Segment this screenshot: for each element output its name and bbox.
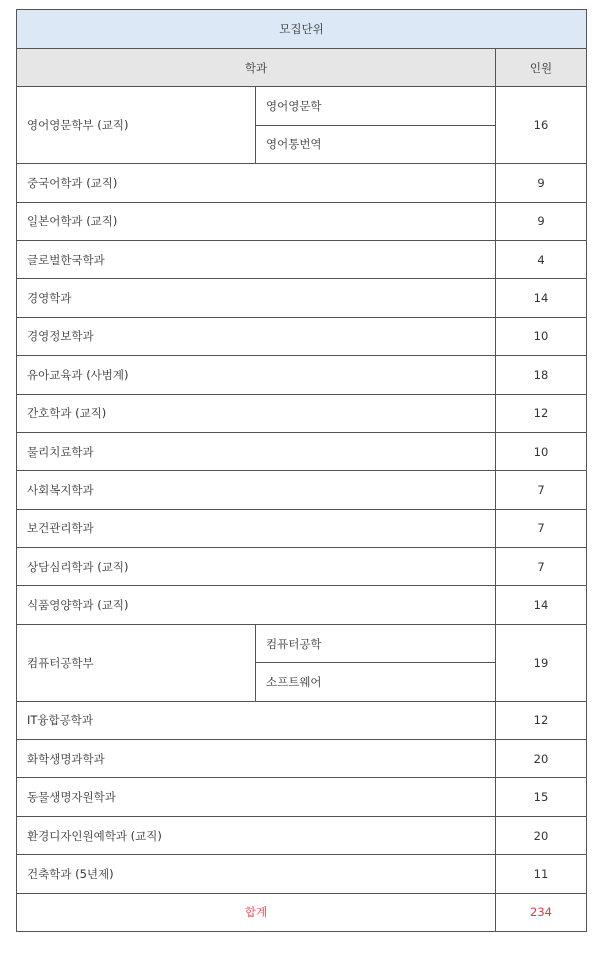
- admission-table-container: [16, 9, 587, 932]
- table-row: [17, 548, 587, 586]
- table-row: [17, 586, 587, 624]
- department-cell: 글로벌한국학과: [17, 240, 496, 278]
- sub-major-cell: 소프트웨어: [256, 663, 496, 701]
- department-cell: 영어영문학부 (교직): [17, 87, 256, 164]
- count-cell: 7: [496, 548, 587, 586]
- department-cell: 동물생명자원학과: [17, 778, 496, 816]
- department-cell: 사회복지학과: [17, 471, 496, 509]
- count-cell: 9: [496, 202, 587, 240]
- department-cell: IT융합공학과: [17, 701, 496, 739]
- table-row: [17, 816, 587, 854]
- table-body: [17, 87, 587, 932]
- department-cell: 간호학과 (교직): [17, 394, 496, 432]
- table-row: [17, 432, 587, 470]
- table-caption: 모집단위: [17, 10, 587, 49]
- count-cell: 20: [496, 816, 587, 854]
- department-cell: 환경디자인원예학과 (교직): [17, 816, 496, 854]
- department-cell: 경영학과: [17, 279, 496, 317]
- sub-major-cell: 영어영문학: [256, 87, 496, 125]
- department-cell: 화학생명과학과: [17, 740, 496, 778]
- department-cell: 건축학과 (5년제): [17, 855, 496, 893]
- count-cell: 18: [496, 356, 587, 394]
- count-cell: 20: [496, 740, 587, 778]
- total-value: 234: [496, 893, 587, 931]
- table-row: [17, 164, 587, 202]
- count-cell: 7: [496, 509, 587, 547]
- table-row: [17, 624, 587, 662]
- count-cell: 11: [496, 855, 587, 893]
- department-cell: 컴퓨터공학부: [17, 624, 256, 701]
- department-cell: 상담심리학과 (교직): [17, 548, 496, 586]
- table-row: [17, 279, 587, 317]
- count-cell: 4: [496, 240, 587, 278]
- count-cell: 10: [496, 432, 587, 470]
- table-row: [17, 471, 587, 509]
- sub-major-cell: 컴퓨터공학: [256, 624, 496, 662]
- count-cell: 9: [496, 164, 587, 202]
- table-row: [17, 701, 587, 739]
- total-row: [17, 893, 587, 931]
- department-cell: 유아교육과 (사범계): [17, 356, 496, 394]
- count-cell: 16: [496, 87, 587, 164]
- table-row: [17, 855, 587, 893]
- table-row: [17, 509, 587, 547]
- table-row: [17, 740, 587, 778]
- department-cell: 물리치료학과: [17, 432, 496, 470]
- total-label: 합계: [17, 893, 496, 931]
- admission-table: [16, 9, 587, 932]
- department-cell: 중국어학과 (교직): [17, 164, 496, 202]
- count-cell: 12: [496, 701, 587, 739]
- department-cell: 보건관리학과: [17, 509, 496, 547]
- department-cell: 일본어학과 (교직): [17, 202, 496, 240]
- count-cell: 19: [496, 624, 587, 701]
- table-row: [17, 202, 587, 240]
- count-cell: 10: [496, 317, 587, 355]
- table-row: [17, 317, 587, 355]
- table-row: [17, 394, 587, 432]
- department-cell: 경영정보학과: [17, 317, 496, 355]
- department-cell: 식품영양학과 (교직): [17, 586, 496, 624]
- count-cell: 15: [496, 778, 587, 816]
- table-row: [17, 778, 587, 816]
- count-cell: 14: [496, 586, 587, 624]
- count-cell: 14: [496, 279, 587, 317]
- count-cell: 12: [496, 394, 587, 432]
- table-row: [17, 356, 587, 394]
- count-cell: 7: [496, 471, 587, 509]
- sub-major-cell: 영어통번역: [256, 125, 496, 163]
- header-count: 인원: [496, 49, 587, 87]
- header-department: 학과: [17, 49, 496, 87]
- table-row: [17, 240, 587, 278]
- table-row: [17, 87, 587, 125]
